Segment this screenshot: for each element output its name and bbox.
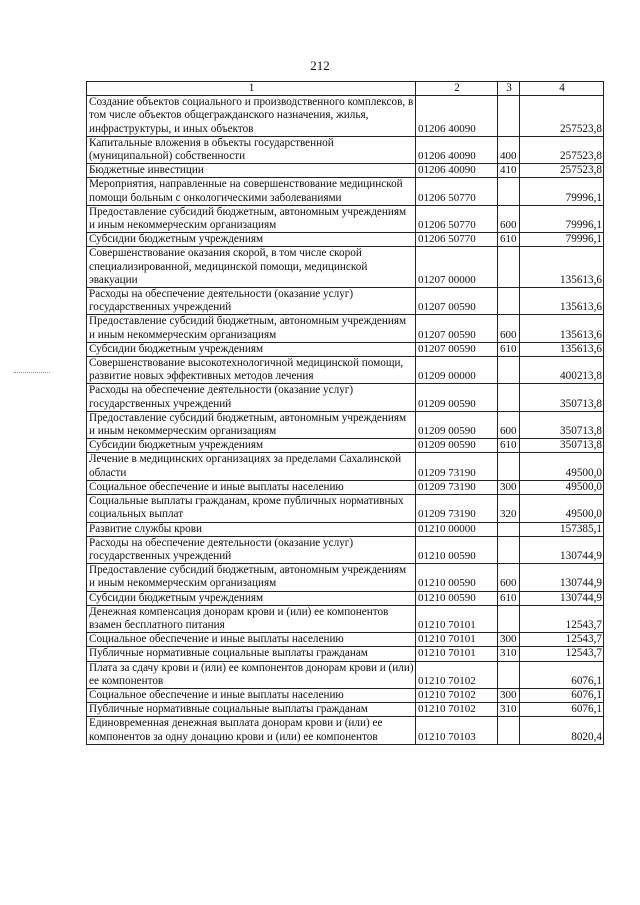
row-amount: 12543,7	[520, 605, 604, 632]
row-code: 01207 00590	[416, 288, 498, 315]
row-code: 01210 00590	[416, 591, 498, 605]
row-name: Расходы на обеспечение деятельности (оказание услуг) государственных учреждений	[87, 536, 416, 563]
row-type: 310	[498, 647, 520, 661]
row-type	[498, 661, 520, 688]
row-code: 01209 00590	[416, 411, 498, 438]
table-row	[87, 688, 604, 702]
row-name: Совершенствование высокотехнологичной медицинской помощи, развитие новых эффективных методов лечения	[87, 357, 416, 384]
row-type	[498, 536, 520, 563]
row-code: 01207 00590	[416, 342, 498, 356]
row-name: Субсидии бюджетным учреждениям	[87, 591, 416, 605]
row-type	[498, 178, 520, 205]
row-name: Бюджетные инвестиции	[87, 164, 416, 178]
row-code: 01209 00590	[416, 384, 498, 411]
row-type	[498, 717, 520, 744]
row-amount: 130744,9	[520, 564, 604, 591]
row-code: 01206 40090	[416, 136, 498, 163]
row-amount: 135613,6	[520, 315, 604, 342]
row-code: 01210 00590	[416, 536, 498, 563]
row-name: Капитальные вложения в объекты государственной (муниципальной) собственности	[87, 136, 416, 163]
row-amount: 8020,4	[520, 717, 604, 744]
row-amount: 257523,8	[520, 96, 604, 137]
row-code: 01206 50770	[416, 178, 498, 205]
table-row	[87, 439, 604, 453]
row-code: 01210 70102	[416, 688, 498, 702]
row-amount: 49500,0	[520, 480, 604, 494]
row-name: Социальное обеспечение и иные выплаты населению	[87, 688, 416, 702]
table-row	[87, 136, 604, 163]
row-code: 01210 70101	[416, 605, 498, 632]
table-row	[87, 591, 604, 605]
row-amount: 79996,1	[520, 178, 604, 205]
table-row	[87, 178, 604, 205]
row-type: 610	[498, 233, 520, 247]
row-type	[498, 522, 520, 536]
row-amount: 257523,8	[520, 136, 604, 163]
table-row	[87, 164, 604, 178]
row-type: 610	[498, 342, 520, 356]
row-amount: 49500,0	[520, 495, 604, 522]
row-type: 610	[498, 439, 520, 453]
row-name: Мероприятия, направленные на совершенствование медицинской помощи больным с онкологическими заболеваниями	[87, 178, 416, 205]
table-row	[87, 247, 604, 288]
row-type: 600	[498, 411, 520, 438]
row-amount: 350713,8	[520, 411, 604, 438]
row-amount: 79996,1	[520, 233, 604, 247]
row-amount: 350713,8	[520, 384, 604, 411]
row-name: Субсидии бюджетным учреждениям	[87, 342, 416, 356]
row-code: 01210 70103	[416, 717, 498, 744]
table-row	[87, 342, 604, 356]
row-code: 01209 73190	[416, 453, 498, 480]
table-row	[87, 633, 604, 647]
header-cell-type: 3	[498, 82, 520, 96]
table-row	[87, 357, 604, 384]
row-amount: 130744,9	[520, 591, 604, 605]
scan-artifact	[14, 372, 50, 377]
row-amount: 130744,9	[520, 536, 604, 563]
row-amount: 12543,7	[520, 633, 604, 647]
row-name: Лечение в медицинских организациях за пределами Сахалинской области	[87, 453, 416, 480]
row-type	[498, 357, 520, 384]
row-code: 01206 40090	[416, 96, 498, 137]
header-cell-code: 2	[416, 82, 498, 96]
row-code: 01207 00000	[416, 247, 498, 288]
row-amount: 49500,0	[520, 453, 604, 480]
row-code: 01207 00590	[416, 315, 498, 342]
row-type	[498, 605, 520, 632]
table-row	[87, 564, 604, 591]
row-amount: 12543,7	[520, 647, 604, 661]
row-name: Субсидии бюджетным учреждениям	[87, 233, 416, 247]
row-name: Предоставление субсидий бюджетным, автономным учреждениям и иным некоммерческим организациям	[87, 564, 416, 591]
table-row	[87, 605, 604, 632]
table-header-row	[87, 82, 604, 96]
row-amount: 6076,1	[520, 703, 604, 717]
table-row	[87, 96, 604, 137]
row-name: Субсидии бюджетным учреждениям	[87, 439, 416, 453]
header-cell-name: 1	[87, 82, 416, 96]
row-type: 300	[498, 480, 520, 494]
row-code: 01209 73190	[416, 495, 498, 522]
row-code: 01209 00000	[416, 357, 498, 384]
table-row	[87, 647, 604, 661]
row-code: 01206 50770	[416, 205, 498, 232]
row-type: 600	[498, 315, 520, 342]
row-amount: 135613,6	[520, 247, 604, 288]
row-name: Развитие службы крови	[87, 522, 416, 536]
row-amount: 135613,6	[520, 288, 604, 315]
row-type: 310	[498, 703, 520, 717]
table-row	[87, 717, 604, 744]
row-name: Социальные выплаты гражданам, кроме публичных нормативных социальных выплат	[87, 495, 416, 522]
row-code: 01210 70101	[416, 647, 498, 661]
table-row	[87, 205, 604, 232]
row-name: Предоставление субсидий бюджетным, автономным учреждениям и иным некоммерческим организациям	[87, 315, 416, 342]
row-name: Предоставление субсидий бюджетным, автономным учреждениям и иным некоммерческим организациям	[87, 205, 416, 232]
row-amount: 6076,1	[520, 688, 604, 702]
row-type: 300	[498, 633, 520, 647]
row-amount: 257523,8	[520, 164, 604, 178]
row-type: 610	[498, 591, 520, 605]
table-row	[87, 536, 604, 563]
row-code: 01210 70102	[416, 703, 498, 717]
row-type: 320	[498, 495, 520, 522]
row-code: 01209 00590	[416, 439, 498, 453]
row-name: Денежная компенсация донорам крови и (или) ее компонентов взамен бесплатного питания	[87, 605, 416, 632]
row-code: 01210 00590	[416, 564, 498, 591]
row-name: Расходы на обеспечение деятельности (оказание услуг) государственных учреждений	[87, 384, 416, 411]
table-row	[87, 522, 604, 536]
table-row	[87, 411, 604, 438]
row-amount: 135613,6	[520, 342, 604, 356]
row-code: 01209 73190	[416, 480, 498, 494]
row-name: Социальное обеспечение и иные выплаты населению	[87, 480, 416, 494]
row-code: 01210 70101	[416, 633, 498, 647]
row-amount: 350713,8	[520, 439, 604, 453]
table-row	[87, 233, 604, 247]
row-type: 300	[498, 688, 520, 702]
row-type	[498, 247, 520, 288]
row-type	[498, 384, 520, 411]
row-name: Единовременная денежная выплата донорам крови и (или) ее компонентов за одну донацию крови и (или) ее компонентов	[87, 717, 416, 744]
row-type: 410	[498, 164, 520, 178]
row-name: Совершенствование оказания скорой, в том числе скорой специализированной, медицинской помощи, медицинской эвакуации	[87, 247, 416, 288]
row-code: 01206 40090	[416, 164, 498, 178]
table-row	[87, 661, 604, 688]
row-name: Плата за сдачу крови и (или) ее компонентов донорам крови и (или) ее компонентов	[87, 661, 416, 688]
row-name: Социальное обеспечение и иные выплаты населению	[87, 633, 416, 647]
table-row	[87, 495, 604, 522]
table-row	[87, 703, 604, 717]
row-name: Публичные нормативные социальные выплаты гражданам	[87, 703, 416, 717]
budget-table	[86, 81, 604, 745]
row-code: 01206 50770	[416, 233, 498, 247]
table-row	[87, 288, 604, 315]
row-amount: 79996,1	[520, 205, 604, 232]
row-type: 600	[498, 205, 520, 232]
row-name: Расходы на обеспечение деятельности (оказание услуг) государственных учреждений	[87, 288, 416, 315]
row-type: 400	[498, 136, 520, 163]
header-cell-amount: 4	[520, 82, 604, 96]
row-type	[498, 453, 520, 480]
page-number: 212	[310, 58, 330, 73]
row-type: 600	[498, 564, 520, 591]
row-code: 01210 70102	[416, 661, 498, 688]
row-name: Предоставление субсидий бюджетным, автономным учреждениям и иным некоммерческим организациям	[87, 411, 416, 438]
row-type	[498, 96, 520, 137]
table-row	[87, 315, 604, 342]
row-code: 01210 00000	[416, 522, 498, 536]
table-row	[87, 384, 604, 411]
table-row	[87, 453, 604, 480]
table-row	[87, 480, 604, 494]
row-amount: 157385,1	[520, 522, 604, 536]
row-type	[498, 288, 520, 315]
row-amount: 6076,1	[520, 661, 604, 688]
row-amount: 400213,8	[520, 357, 604, 384]
row-name: Публичные нормативные социальные выплаты гражданам	[87, 647, 416, 661]
row-name: Создание объектов социального и производственного комплексов, в том числе объектов общегражданского назначения, жилья, инфраструктуры, и иных объектов	[87, 96, 416, 137]
